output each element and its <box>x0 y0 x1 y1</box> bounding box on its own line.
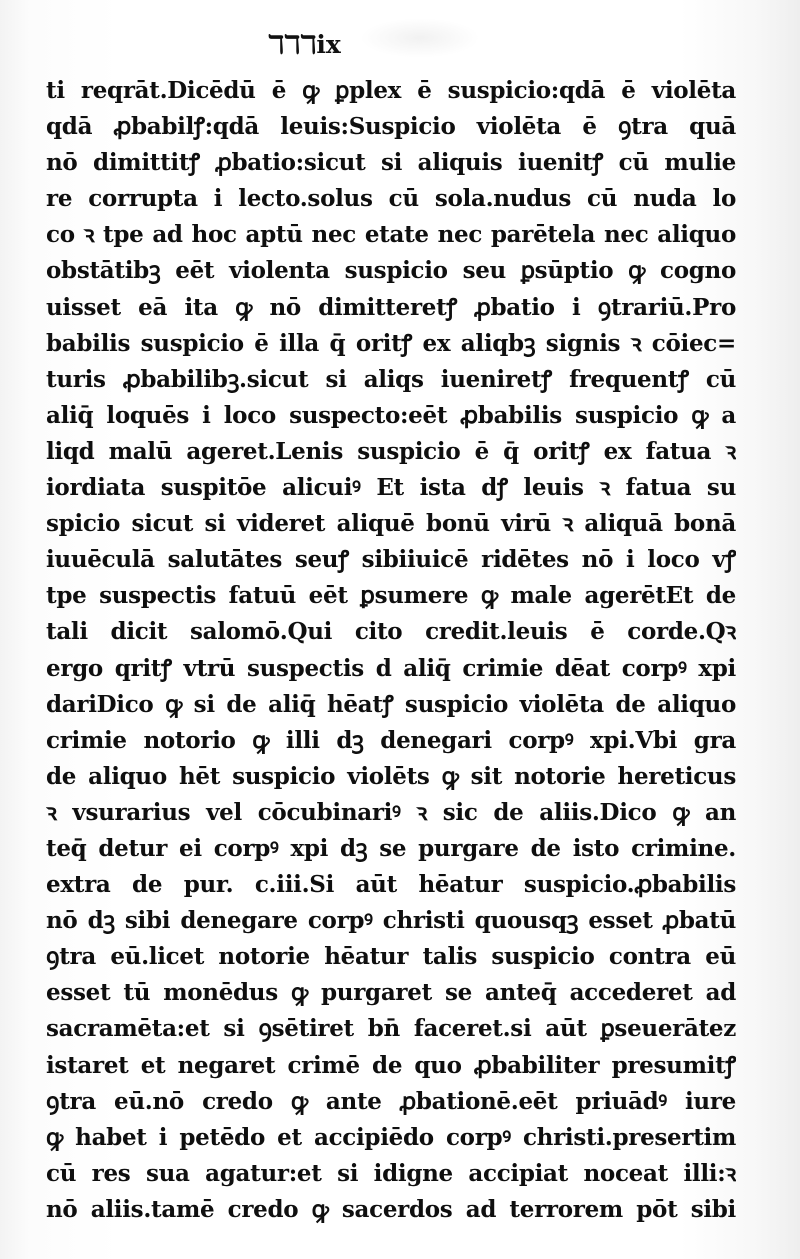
text-line: esset tū monēdus ꝙ purgaret se anteq̄ accederet ad <box>46 979 736 1007</box>
text-line: spicio sicut si videret aliquē bonū virū ꝛ aliquā bonā <box>46 510 736 538</box>
show-through-ink <box>360 18 480 58</box>
text-line: teq̄ detur ei corpꝰ xpi dꝫ se purgare de isto crimine. <box>46 834 736 862</box>
text-line: nō aliis.tamē credo ꝙ sacerdos ad terrorem pōt sibi <box>46 1195 736 1223</box>
text-line: babilis suspicio ē illa q̄ oritꝭ ex aliqbꝫ signis ꝛ cōiec= <box>46 329 736 357</box>
text-line: extra de pur. c.iii.Si aūt hēatur suspicio.ꝓbabilis <box>46 871 736 899</box>
text-line: qdā ꝓbabilꝭ:qdā leuis:Suspicio violēta ē ꝯtra quā <box>46 113 736 141</box>
text-line: crimie notorio ꝙ illi dꝫ denegari corpꝰ xpi.Vbi gra <box>46 726 736 754</box>
text-line: dariDico ꝙ si de aliq̄ hēatꝭ suspicio violēta de aliquo <box>46 690 736 718</box>
text-line: co ꝛ tpe ad hoc aptū nec etate nec parētela nec aliquo <box>46 221 736 249</box>
text-line: uisset eā ita ꝙ nō dimitteretꝭ ꝓbatio i ꝯtrariū.Pro <box>46 293 736 321</box>
text-line: ꝯtra eū.licet notorie hēatur talis suspicio contra eū <box>46 943 736 971</box>
text-line: tali dicit salomō.Qui cito credit.leuis ē corde.Qꝛ <box>46 618 736 646</box>
text-line: iuuēculā salutātes seuꝭ sibiiuicē ridētes nō i loco vꝭ <box>46 546 736 574</box>
text-line: istaret et negaret crimē de quo ꝓbabiliter presumitꝭ <box>46 1051 736 1079</box>
text-line: ꝛ vsurarius vel cōcubinariꝰ ꝛ sic de aliis.Dico ꝙ an <box>46 798 736 826</box>
text-line: sacramēta:et si ꝯsētiret bn̄ faceret.si aūt ꝑseuerātez <box>46 1015 736 1043</box>
folio-number: ℸℸℸix <box>268 30 341 59</box>
text-line: nō dꝫ sibi denegare corpꝰ christi quousqꝫ esset ꝓbatū <box>46 907 736 935</box>
text-line: turis ꝓbabilibꝫ.sicut si aliqs iueniretꝭ frequentꝭ cū <box>46 365 736 393</box>
text-line: liqd malū ageret.Lenis suspicio ē q̄ oritꝭ ex fatua ꝛ <box>46 437 736 465</box>
text-line: tpe suspectis fatuū eēt ꝑsumere ꝙ male agerētEt de <box>46 582 736 610</box>
text-block <box>46 73 736 1223</box>
text-line: ergo qritꝭ vtrū suspectis d aliq̄ crimie dēat corpꝰ xpi <box>46 654 736 682</box>
text-line: ꝯtra eū.nō credo ꝙ ante ꝓbationē.eēt priuādꝰ iure <box>46 1087 736 1115</box>
text-line: de aliquo hēt suspicio violēts ꝙ sit notorie hereticus <box>46 762 736 790</box>
text-line: nō dimittitꝭ ꝓbatio:sicut si aliquis iuenitꝭ cū mulie <box>46 149 736 177</box>
text-line: iordiata suspitōe alicuiꝰ Et ista dꝭ leuis ꝛ fatua su <box>46 474 736 502</box>
text-line: re corrupta i lecto.solus cū sola.nudus cū nuda lo <box>46 185 736 213</box>
text-line: cū res sua agatur:et si idigne accipiat noceat illi:ꝛ <box>46 1159 736 1187</box>
text-line: ꝙ habet i petēdo et accipiēdo corpꝰ christi.presertim <box>46 1123 736 1151</box>
text-line: obstātibꝫ eēt violenta suspicio seu ꝑsūptio ꝙ cogno <box>46 257 736 285</box>
text-line: ti reqrāt.Dicēdū ē ꝙ ꝑplex ē suspicio:qdā ē violēta <box>46 77 736 104</box>
text-line: aliq̄ loquēs i loco suspecto:eēt ꝓbabilis suspicio ꝙ a <box>46 401 736 429</box>
